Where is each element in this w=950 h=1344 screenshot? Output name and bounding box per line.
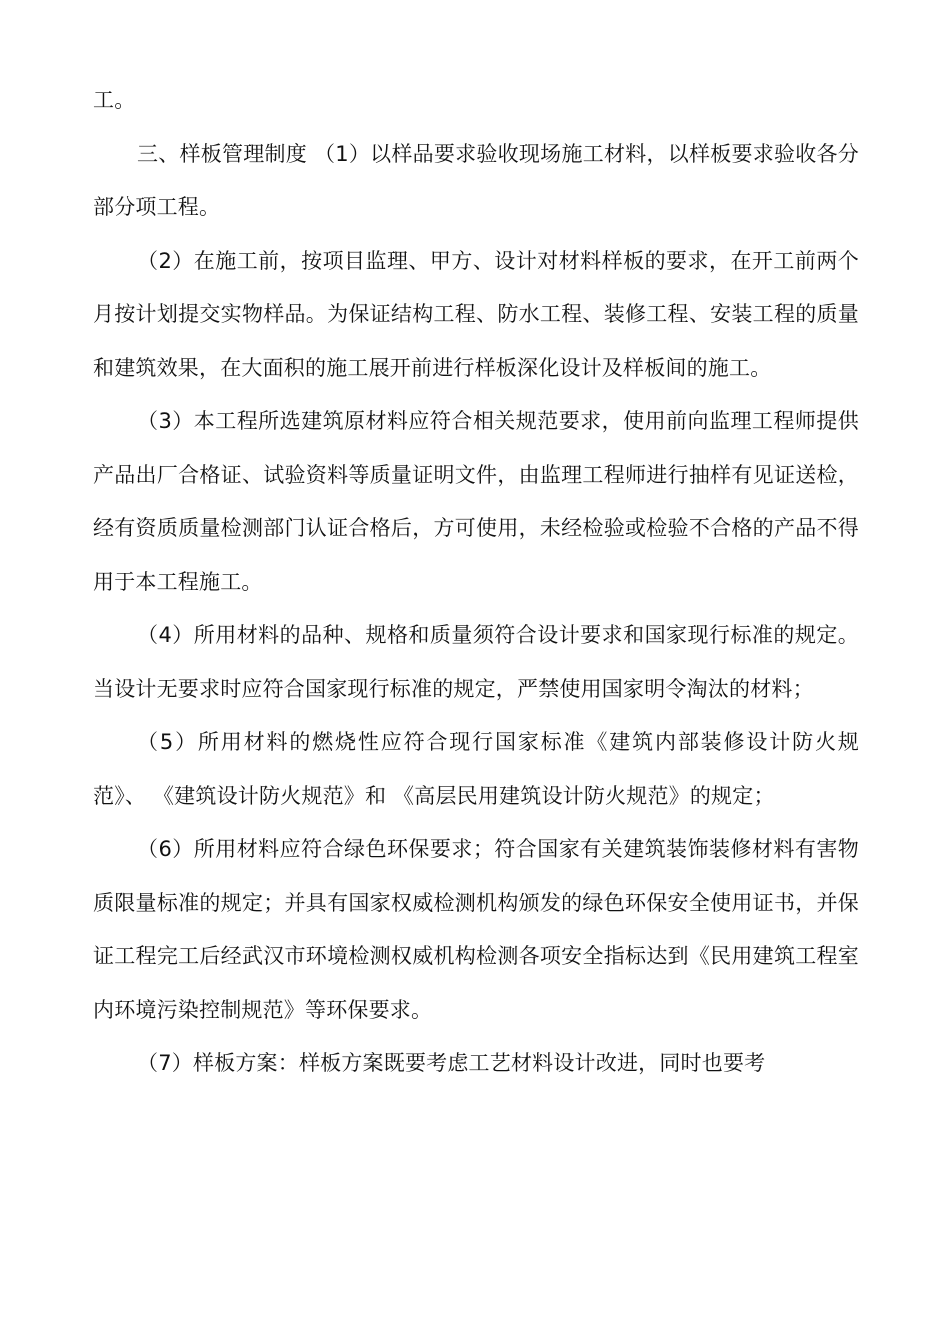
paragraph-item-5: （5）所用材料的燃烧性应符合现行国家标准《建筑内部装修设计防火规范》、 《建筑设计防火规范》和 《高层民用建筑设计防火规范》的规定； xyxy=(93,730,859,808)
paragraph-continuation: 工。 xyxy=(93,88,136,112)
document-body xyxy=(93,74,859,1091)
paragraph-item-2: （2）在施工前，按项目监理、甲方、设计对材料样板的要求，在开工前两个月按计划提交实物样品。为保证结构工程、防水工程、装修工程、安装工程的质量和建筑效果，在大面积的施工展开前进行样板深化设计及样板间的施工。 xyxy=(93,248,859,380)
paragraph-item-4: （4）所用材料的品种、规格和质量须符合设计要求和国家现行标准的规定。当设计无要求时应符合国家现行标准的规定，严禁使用国家明令淘汰的材料； xyxy=(93,623,859,701)
paragraph-sample-management-system: 三、样板管理制度 （1）以样品要求验收现场施工材料，以样板要求验收各分部分项工程。 xyxy=(93,141,859,219)
paragraph-item-7: （7）样板方案：样板方案既要考虑工艺材料设计改进，同时也要考 xyxy=(137,1051,766,1075)
paragraph-item-6: （6）所用材料应符合绿色环保要求；符合国家有关建筑装饰装修材料有害物质限量标准的规定；并具有国家权威检测机构颁发的绿色环保安全使用证书，并保证工程完工后经武汉市环境检测权威机构检测各项安全指标达到《民用建筑工程室内环境污染控制规范》等环保要求。 xyxy=(93,837,859,1022)
paragraph-item-3: （3）本工程所选建筑原材料应符合相关规范要求，使用前向监理工程师提供产品出厂合格证、试验资料等质量证明文件，由监理工程师进行抽样有见证送检，经有资质质量检测部门认证合格后，方可使用，未经检验或检验不合格的产品不得用于本工程施工。 xyxy=(93,409,859,594)
